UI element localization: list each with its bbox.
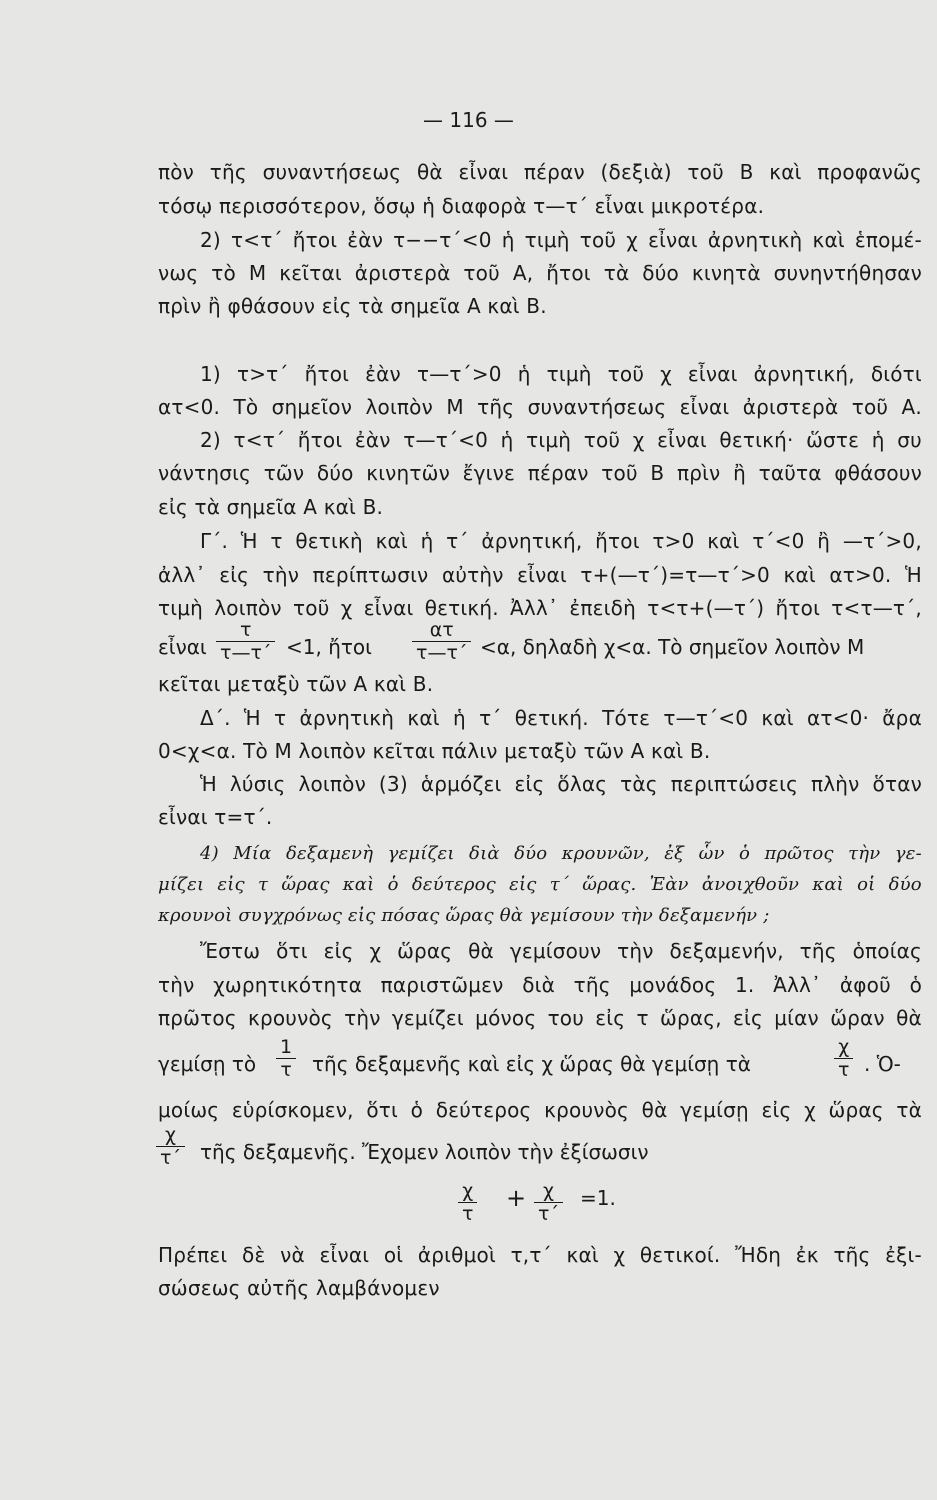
text-line: νάντησις τῶν δύο κινητῶν ἔγινε πέραν τοῦ Β πρὶν ἢ ταῦτα φθάσουν [158,461,922,485]
fraction-numerator: χ [542,1180,554,1202]
plus-sign: + [506,1184,527,1212]
text-line: 2) τ<τ΄ ἤτοι ἐὰν τ—τ΄<0 ἡ τιμὴ τοῦ χ εἶναι θετική· ὥστε ἡ συ [200,428,922,452]
text-line: μοίως εὑρίσκομεν, ὅτι ὁ δεύτερος κρουνὸς θὰ γεμίσῃ εἰς χ ὥρας τὰ [158,1098,922,1122]
text-fragment: . Ὁ- [864,1052,901,1076]
text-fragment: τῆς δεξαμενῆς. Ἔχομεν λοιπὸν τὴν ἐξίσωσιν [200,1140,649,1164]
fraction [834,1036,853,1081]
fraction-denominator: τ [276,1058,296,1081]
text-line: Ἔστω ὅτι εἰς χ ὥρας θὰ γεμίσουν τὴν δεξαμενήν, τῆς ὁποίας [200,939,922,963]
text-line: ἀλλ᾿ εἰς τὴν περίπτωσιν αὐτὴν εἶναι τ+(—τ΄)=τ—τ΄>0 καὶ ατ>0. Ἡ [158,563,922,587]
fraction [276,1036,296,1081]
text-line [158,327,937,355]
fraction-denominator: τ΄ [156,1146,185,1169]
text-line: τόσῳ περισσότερον, ὅσῳ ἡ διαφορὰ τ—τ΄ εἶναι μικροτέρα. [158,194,765,218]
text-line: 1) τ>τ΄ ἤτοι ἐὰν τ—τ΄>0 ἡ τιμὴ τοῦ χ εἶναι ἀρνητική, διότι [200,362,922,386]
fraction [534,1180,563,1225]
text-line: 2) τ<τ΄ ἤτοι ἐὰν τ−−τ΄<0 ἡ τιμὴ τοῦ χ εἶναι ἀρνητικὴ καὶ ἑπομέ- [200,228,922,252]
text-line: νως τὸ Μ κεῖται ἀριστερὰ τοῦ Α, ἤτοι τὰ δύο κινητὰ συνηντήθησαν [158,261,922,285]
fraction [458,1180,477,1225]
text-line: πρῶτος κρουνὸς τὴν γεμίζει μόνος του εἰς τ ὥρας, εἰς μίαν ὥραν θὰ [158,1006,922,1030]
text-line: πὸν τῆς συναντήσεως θὰ εἶναι πέραν (δεξιὰ) τοῦ Β καὶ προφανῶς [158,160,922,184]
text-line: κεῖται μεταξὺ τῶν Α καὶ Β. [158,672,434,696]
fraction-numerator: ατ [429,619,454,641]
equation-rhs: =1. [580,1186,616,1210]
text-line: εἰς τὰ σημεῖα Α καὶ Β. [158,495,384,519]
fraction [156,1124,185,1169]
text-fragment: τῆς δεξαμενῆς καὶ εἰς χ ὥρας θὰ γεμίσῃ τὰ [312,1052,751,1076]
text-line: Ἡ λύσις λοιπὸν (3) ἁρμόζει εἰς ὅλας τὰς περιπτώσεις πλὴν ὅταν [200,772,922,796]
fraction-numerator: χ [462,1180,474,1202]
text-fragment: εἶναι [158,635,207,659]
text-line: Δ΄. Ἡ τ ἀρνητικὴ καὶ ἡ τ΄ θετική. Τότε τ—τ΄<0 καὶ ατ<0· ἄρα [200,706,922,730]
fraction [216,619,275,664]
text-fragment: γεμίσῃ τὸ [158,1052,257,1076]
fraction-numerator: χ [164,1124,176,1146]
text-line: ατ<0. Τὸ σημεῖον λοιπὸν Μ τῆς συναντήσεως εἶναι ἀριστερὰ τοῦ Α. [158,395,922,419]
fraction-denominator: τ΄ [534,1202,563,1225]
fraction-denominator: τ [458,1202,477,1225]
fraction-numerator: χ [838,1036,850,1058]
text-line: Γ΄. Ἡ τ θετικὴ καὶ ἡ τ΄ ἀρνητική, ἤτοι τ>0 καὶ τ΄<0 ἢ —τ΄>0, [200,529,922,553]
text-line: τιμὴ λοιπὸν τοῦ χ εἶναι θετική. Ἀλλ᾿ ἐπειδὴ τ<τ+(—τ΄) ἤτοι τ<τ—τ΄, [158,596,922,620]
fraction-numerator: 1 [280,1036,293,1058]
text-line: τὴν χωρητικότητα παριστῶμεν διὰ τῆς μονάδος 1. Ἀλλ᾿ ἀφοῦ ὁ [158,973,922,997]
page-number: — 116 — [423,108,514,132]
text-fragment: <α, δηλαδὴ χ<α. Τὸ σημεῖον λοιπὸν Μ [480,635,865,659]
text-line: Πρέπει δὲ νὰ εἶναι οἱ ἀριθμοὶ τ,τ΄ καὶ χ θετικοί. Ἤδη ἐκ τῆς ἐξι- [158,1243,922,1267]
text-line: σώσεως αὐτῆς λαμβάνομεν [158,1276,440,1300]
text-line: 0<χ<α. Τὸ Μ λοιπὸν κεῖται πάλιν μεταξὺ τῶν Α καὶ Β. [158,739,711,763]
text-fragment: <1, ἤτοι [286,635,372,659]
text-line: πρὶν ἢ φθάσουν εἰς τὰ σημεῖα Α καὶ Β. [158,294,547,318]
fraction-denominator: τ—τ΄ [412,641,471,664]
fraction-denominator: τ [834,1058,853,1081]
problem-line: κρουνοὶ συγχρόνως εἰς πόσας ὥρας θὰ γεμίσουν τὴν δεξαμενήν ; [158,905,770,926]
fraction-numerator: τ [239,619,252,641]
fraction [412,619,471,664]
problem-line: 4) Μία δεξαμενὴ γεμίζει διὰ δύο κρουνῶν, ἐξ ὧν ὁ πρῶτος τὴν γε- [200,843,922,864]
fraction-denominator: τ—τ΄ [216,641,275,664]
problem-line: μίζει εἰς τ ὥρας καὶ ὁ δεύτερος εἰς τ΄ ὥρας. Ἐὰν ἀνοιχθοῦν καὶ οἱ δύο [158,874,922,895]
text-line: εἶναι τ=τ΄. [158,805,273,829]
